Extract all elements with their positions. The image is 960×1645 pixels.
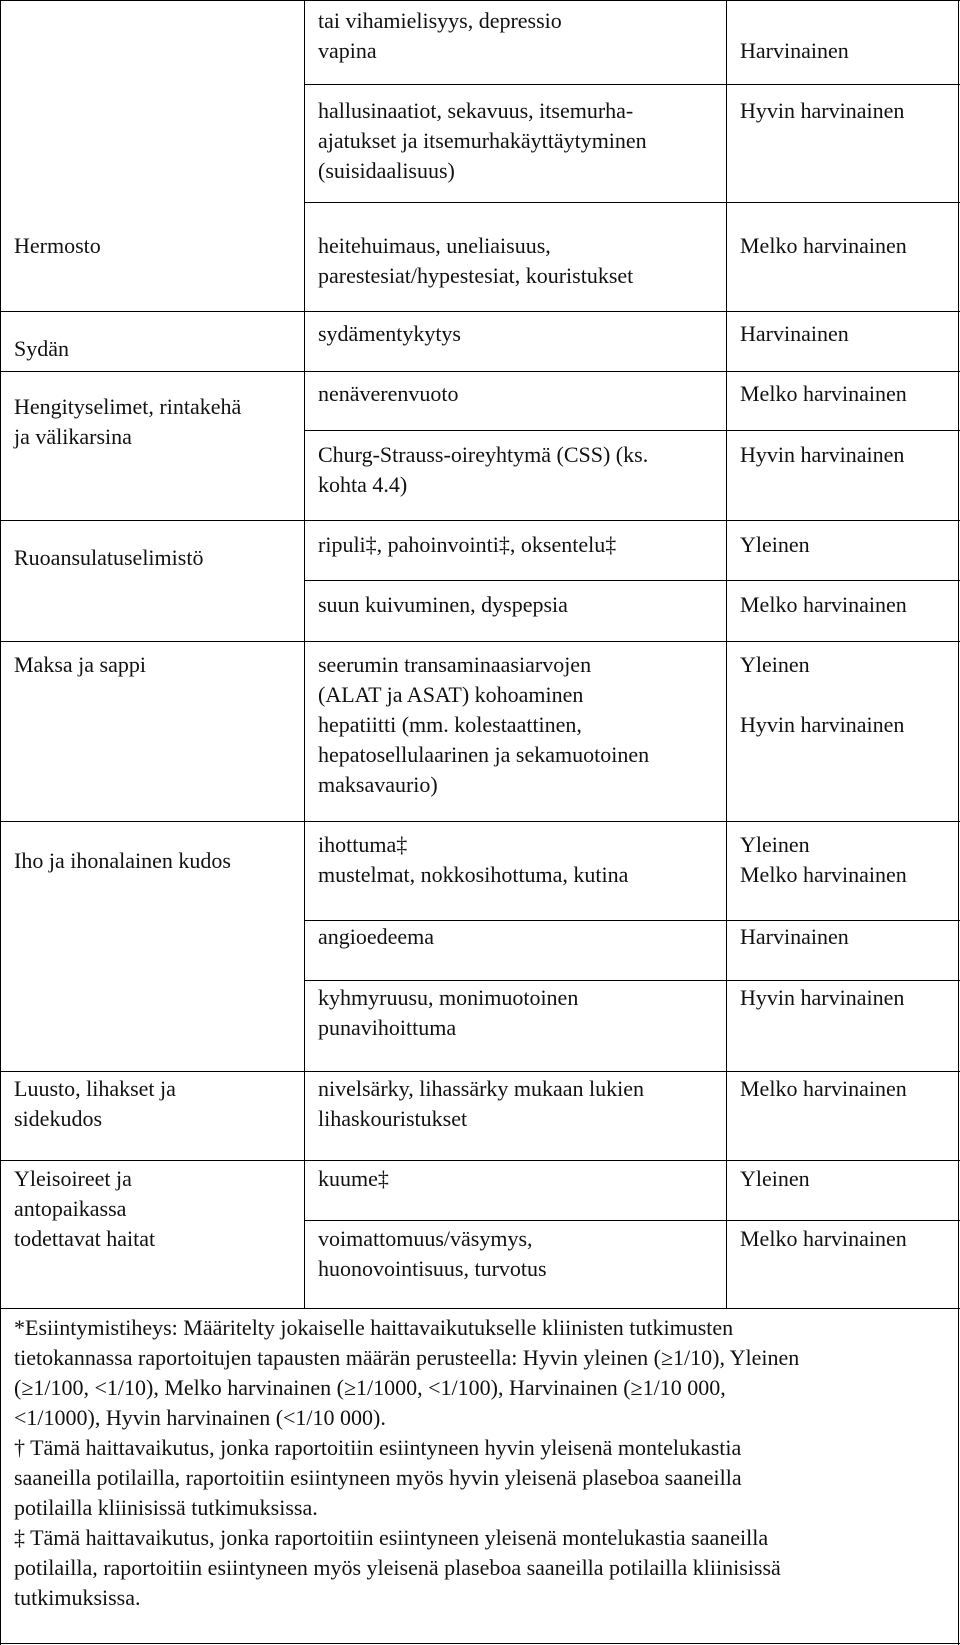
effect-text: nenäverenvuoto xyxy=(318,381,459,406)
effect-text: punavihoittuma xyxy=(318,1015,457,1040)
row-divider xyxy=(0,821,960,822)
frequency-text: Yleinen xyxy=(740,532,810,557)
organ-class-text: todettavat haitat xyxy=(14,1226,156,1251)
border-top xyxy=(0,0,960,1)
subrow-divider xyxy=(304,430,960,431)
border-right xyxy=(958,0,959,1645)
organ-class-text: Luusto, lihakset ja xyxy=(14,1076,176,1101)
frequency-text: Melko harvinainen xyxy=(740,1076,907,1101)
organ-class-text: Sydän xyxy=(14,336,69,361)
effect-text: voimattomuus/väsymys, xyxy=(318,1226,533,1251)
frequency-text: Harvinainen xyxy=(740,924,849,949)
footnote-line: ‡ Tämä haittavaikutus, jonka raportoitiin esiintyneen yleisenä montelukastia saaneilla xyxy=(14,1525,769,1550)
border-left xyxy=(0,0,1,1645)
effect-text: ripuli‡, pahoinvointi‡, oksentelu‡ xyxy=(318,532,617,557)
frequency-text: Hyvin harvinainen xyxy=(740,712,905,737)
subrow-divider xyxy=(304,920,960,921)
frequency-text: Melko harvinainen xyxy=(740,862,907,887)
organ-class-text: Hermosto xyxy=(14,233,101,258)
frequency-text: Hyvin harvinainen xyxy=(740,442,905,467)
effect-text: heitehuimaus, uneliaisuus, xyxy=(318,233,551,258)
footnote-line: <1/1000), Hyvin harvinainen (<1/10 000). xyxy=(14,1405,386,1430)
row-divider xyxy=(0,1071,960,1072)
row-divider xyxy=(0,520,960,521)
footnote-line: *Esiintymistiheys: Määritelty jokaiselle haittavaikutukselle kliinisten tutkimusten xyxy=(14,1315,734,1340)
effect-text: huonovointisuus, turvotus xyxy=(318,1256,547,1281)
row-divider xyxy=(0,311,960,312)
organ-class-text: Iho ja ihonalainen kudos xyxy=(14,848,231,873)
effect-text: Churg-Strauss-oireyhtymä (CSS) (ks. xyxy=(318,442,649,467)
frequency-text: Hyvin harvinainen xyxy=(740,98,905,123)
effect-text: kyhmyruusu, monimuotoinen xyxy=(318,985,579,1010)
column-divider-2 xyxy=(726,0,727,1308)
organ-class-text: ja välikarsina xyxy=(14,424,132,449)
organ-class-text: Maksa ja sappi xyxy=(14,652,146,677)
organ-class-text: Ruoansulatuselimistö xyxy=(14,545,204,570)
effect-text: tai vihamielisyys, depressio xyxy=(318,8,562,33)
row-divider xyxy=(0,1308,960,1309)
subrow-divider xyxy=(304,202,960,203)
footnote-line: potilailla kliinisissä tutkimuksissa. xyxy=(14,1495,318,1520)
footnote-line: potilailla, raportoitiin esiintyneen myös yleisenä plaseboa saaneilla potilailla kliinisissä xyxy=(14,1555,781,1580)
frequency-text: Harvinainen xyxy=(740,38,849,63)
frequency-text: Melko harvinainen xyxy=(740,1226,907,1251)
subrow-divider xyxy=(304,580,960,581)
subrow-divider xyxy=(304,1220,960,1221)
frequency-text: Yleinen xyxy=(740,832,810,857)
organ-class-text: sidekudos xyxy=(14,1106,102,1131)
footnote-line: tutkimuksissa. xyxy=(14,1585,141,1610)
subrow-divider xyxy=(304,980,960,981)
row-divider xyxy=(0,641,960,642)
effect-text: angioedeema xyxy=(318,924,435,949)
border-bottom xyxy=(0,1643,960,1644)
effect-text: mustelmat, nokkosihottuma, kutina xyxy=(318,862,629,887)
frequency-text: Yleinen xyxy=(740,1166,810,1191)
footnote-line: tietokannassa raportoitujen tapausten määrän perusteella: Hyvin yleinen (≥1/10), Yleinen xyxy=(14,1345,800,1370)
footnote-line: saaneilla potilailla, raportoitiin esiintyneen myös hyvin yleisenä plaseboa saaneilla xyxy=(14,1465,742,1490)
organ-class-text: antopaikassa xyxy=(14,1196,127,1221)
organ-class-text: Hengityselimet, rintakehä xyxy=(14,394,242,419)
footnote-line: (≥1/100, <1/10), Melko harvinainen (≥1/1000, <1/100), Harvinainen (≥1/10 000, xyxy=(14,1375,726,1400)
frequency-text: Melko harvinainen xyxy=(740,233,907,258)
effect-text: seerumin transaminaasiarvojen xyxy=(318,652,592,677)
effect-text: kuume‡ xyxy=(318,1166,389,1191)
organ-class-text: Yleisoireet ja xyxy=(14,1166,132,1191)
subrow-divider xyxy=(304,84,960,85)
effect-text: sydämentykytys xyxy=(318,321,461,346)
row-divider xyxy=(0,1160,960,1161)
effect-text: (ALAT ja ASAT) kohoaminen xyxy=(318,682,584,707)
effect-text: suun kuivuminen, dyspepsia xyxy=(318,592,568,617)
effect-text: ihottuma‡ xyxy=(318,832,408,857)
row-divider xyxy=(0,371,960,372)
frequency-text: Yleinen xyxy=(740,652,810,677)
effect-text: kohta 4.4) xyxy=(318,472,408,497)
effect-text: parestesiat/hypestesiat, kouristukset xyxy=(318,263,634,288)
effect-text: nivelsärky, lihassärky mukaan lukien xyxy=(318,1076,645,1101)
effect-text: hallusinaatiot, sekavuus, itsemurha- xyxy=(318,98,634,123)
frequency-text: Melko harvinainen xyxy=(740,592,907,617)
effect-text: (suisidaalisuus) xyxy=(318,158,455,183)
effect-text: ajatukset ja itsemurhakäyttäytyminen xyxy=(318,128,647,153)
footnote-line: † Tämä haittavaikutus, jonka raportoitiin esiintyneen hyvin yleisenä montelukastia xyxy=(14,1435,742,1460)
frequency-text: Melko harvinainen xyxy=(740,381,907,406)
effect-text: maksavaurio) xyxy=(318,772,438,797)
effect-text: hepatosellulaarinen ja sekamuotoinen xyxy=(318,742,650,767)
column-divider-1 xyxy=(304,0,305,1308)
effect-text: lihaskouristukset xyxy=(318,1106,468,1131)
frequency-text: Hyvin harvinainen xyxy=(740,985,905,1010)
effect-text: vapina xyxy=(318,38,377,63)
frequency-text: Harvinainen xyxy=(740,321,849,346)
effect-text: hepatiitti (mm. kolestaattinen, xyxy=(318,712,582,737)
